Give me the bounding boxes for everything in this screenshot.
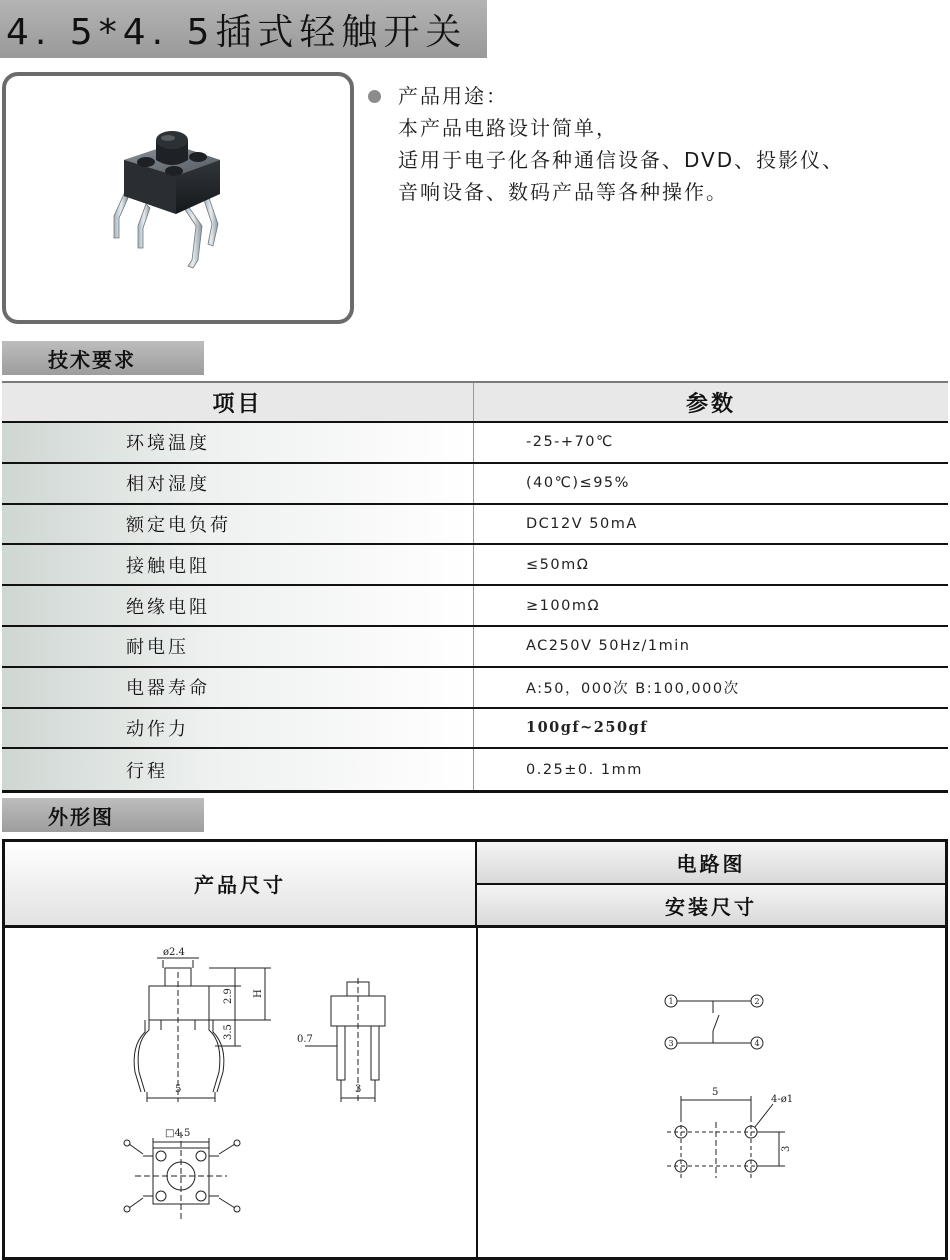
install-height: 3	[781, 1145, 792, 1152]
usage-heading: 产品用途：	[398, 84, 508, 108]
dim-square: □4.5	[165, 1128, 191, 1139]
product-dimension-drawing	[105, 942, 445, 1242]
spec-item: 环境温度	[2, 423, 474, 462]
usage-line: 本产品电路设计简单，	[398, 116, 618, 140]
specs-table	[2, 381, 948, 793]
spec-item: 额定电负荷	[2, 505, 474, 544]
spec-value: (40℃)≤95%	[526, 475, 630, 492]
header-item: 项目	[2, 383, 474, 421]
dim-height-35: 3.5	[223, 1024, 234, 1040]
circuit-header: 电路图	[477, 842, 945, 885]
spec-value: A:50，000次 B:100,000次	[526, 680, 740, 697]
table-row	[2, 668, 948, 709]
install-size-header: 安装尺寸	[477, 885, 945, 928]
table-row	[2, 709, 948, 750]
outline-table	[2, 839, 948, 1260]
tact-switch-image	[6, 76, 350, 320]
outline-section-title: 外形图	[2, 798, 204, 832]
usage-line: 适用于电子化各种通信设备、DVD、投影仪、	[398, 148, 845, 172]
install-width: 5	[712, 1087, 719, 1098]
spec-value: 100gf~250gf	[526, 719, 648, 737]
circuit-pin-4: 4	[754, 1039, 760, 1048]
usage-line: 音响设备、数码产品等各种操作。	[398, 180, 728, 204]
product-usage	[368, 80, 948, 208]
spec-item: 绝缘电阻	[2, 586, 474, 625]
table-row	[2, 423, 948, 464]
install-hole-drawing	[655, 1082, 825, 1192]
dim-diameter: ø2.4	[163, 947, 185, 958]
table-row	[2, 749, 948, 790]
table-row	[2, 545, 948, 586]
spec-value: -25-+70℃	[526, 434, 614, 451]
dim-height-h: H	[253, 989, 264, 998]
install-holes: 4-ø1	[771, 1094, 794, 1105]
table-row	[2, 627, 948, 668]
spec-item: 动作力	[2, 709, 474, 748]
circuit-pin-2: 2	[754, 997, 760, 1006]
spec-value: 0.25±0. 1mm	[526, 761, 643, 778]
column-divider	[476, 928, 478, 1260]
dim-height-29: 2.9	[223, 988, 234, 1004]
product-photo	[2, 72, 354, 324]
bullet-icon	[368, 90, 381, 103]
spec-value: AC250V 50Hz/1min	[526, 638, 691, 655]
spec-value: ≤50mΩ	[526, 556, 590, 573]
dim-width-5: 5	[175, 1084, 182, 1095]
spec-value: ≥100mΩ	[526, 597, 601, 614]
dim-width-3: 3	[355, 1084, 362, 1095]
spec-item: 电器寿命	[2, 668, 474, 707]
spec-item: 接触电阻	[2, 545, 474, 584]
circuit-diagram	[655, 987, 815, 1057]
product-size-header: 产品尺寸	[5, 842, 477, 928]
table-row	[2, 586, 948, 627]
spec-value: DC12V 50mA	[526, 515, 638, 532]
page-title: 4. 5*4. 5插式轻触开关	[0, 0, 487, 58]
spec-item: 耐电压	[2, 627, 474, 666]
header-param: 参数	[685, 391, 736, 417]
table-row	[2, 505, 948, 546]
specs-table-header	[2, 381, 948, 423]
specs-section-title: 技术要求	[2, 341, 204, 375]
circuit-pin-3: 3	[668, 1039, 674, 1048]
table-row	[2, 464, 948, 505]
dim-pin: 0.7	[297, 1034, 313, 1045]
spec-item: 行程	[2, 749, 474, 790]
circuit-pin-1: 1	[668, 997, 674, 1006]
spec-item: 相对湿度	[2, 464, 474, 503]
